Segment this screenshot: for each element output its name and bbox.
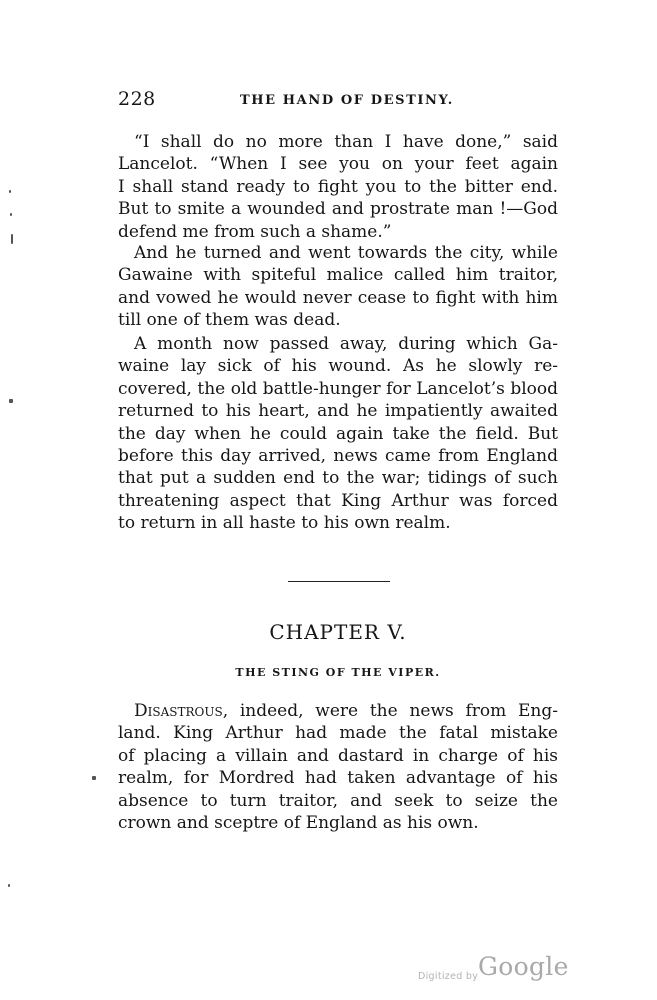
scan-speck bbox=[10, 213, 12, 216]
text-line: absence to turn traitor, and seek to seize the bbox=[118, 790, 558, 811]
paragraph-month-passed bbox=[118, 333, 558, 535]
scan-speck bbox=[9, 399, 13, 403]
paragraph-gawaine-vow bbox=[118, 242, 558, 332]
text-line: crown and sceptre of England as his own. bbox=[118, 812, 479, 833]
text-line: I shall stand ready to fight you to the bitter end. bbox=[118, 176, 558, 197]
text-line: “I shall do no more than I have done,” said bbox=[134, 132, 558, 152]
text-line: and vowed he would never cease to fight with him bbox=[118, 287, 558, 308]
text-line: that put a sudden end to the war; tidings of such bbox=[118, 468, 558, 489]
watermark-digitized-by: Digitized by bbox=[418, 971, 479, 982]
text-line-rest: indeed, were the news from Eng- bbox=[228, 701, 558, 721]
text-line: before this day arrived, news came from England bbox=[118, 445, 558, 466]
google-logo: Google bbox=[478, 952, 569, 981]
text-line: land. King Arthur had made the fatal mistake bbox=[118, 723, 558, 744]
text-line: waine lay sick of his wound. As he slowly re- bbox=[118, 356, 558, 377]
text-line: Lancelot. “When I see you on your feet again bbox=[118, 154, 558, 175]
running-head: THE HAND OF DESTINY. bbox=[240, 93, 454, 108]
paragraph-disastrous-news bbox=[118, 700, 558, 834]
text-line: returned to his heart, and he impatiently awaited bbox=[118, 401, 558, 422]
chapter-title: CHAPTER V. bbox=[269, 620, 407, 644]
text-line bbox=[118, 700, 558, 722]
text-line: A month now passed away, during which Ga- bbox=[134, 334, 558, 354]
text-line: realm, for Mordred had taken advantage of his bbox=[118, 768, 558, 789]
text-line: And he turned and went towards the city, while bbox=[134, 243, 558, 263]
chapter-subtitle: THE STING OF THE VIPER. bbox=[235, 666, 441, 679]
scan-speck bbox=[92, 776, 96, 780]
text-line: covered, the old battle-hunger for Lancelot’s blood bbox=[118, 378, 558, 399]
google-watermark bbox=[418, 952, 598, 992]
section-divider bbox=[288, 581, 390, 582]
paragraph-lancelot-reply bbox=[118, 131, 558, 243]
scan-speck bbox=[9, 190, 11, 193]
text-line: defend me from such a shame.” bbox=[118, 221, 392, 242]
text-line: till one of them was dead. bbox=[118, 310, 341, 331]
text-line: of placing a villain and dastard in charge of his bbox=[118, 745, 558, 766]
scan-speck bbox=[11, 234, 13, 244]
text-line: threatening aspect that King Arthur was forced bbox=[118, 490, 558, 511]
text-line: But to smite a wounded and prostrate man !—God bbox=[118, 199, 558, 220]
chapter-opening-word: Disastrous, bbox=[134, 701, 229, 721]
page-number: 228 bbox=[118, 88, 156, 110]
scan-speck bbox=[8, 884, 10, 887]
text-line: the day when he could again take the field. But bbox=[118, 423, 558, 444]
text-line: to return in all haste to his own realm. bbox=[118, 513, 451, 534]
text-line: Gawaine with spiteful malice called him traitor, bbox=[118, 265, 558, 286]
page-header bbox=[118, 88, 558, 116]
